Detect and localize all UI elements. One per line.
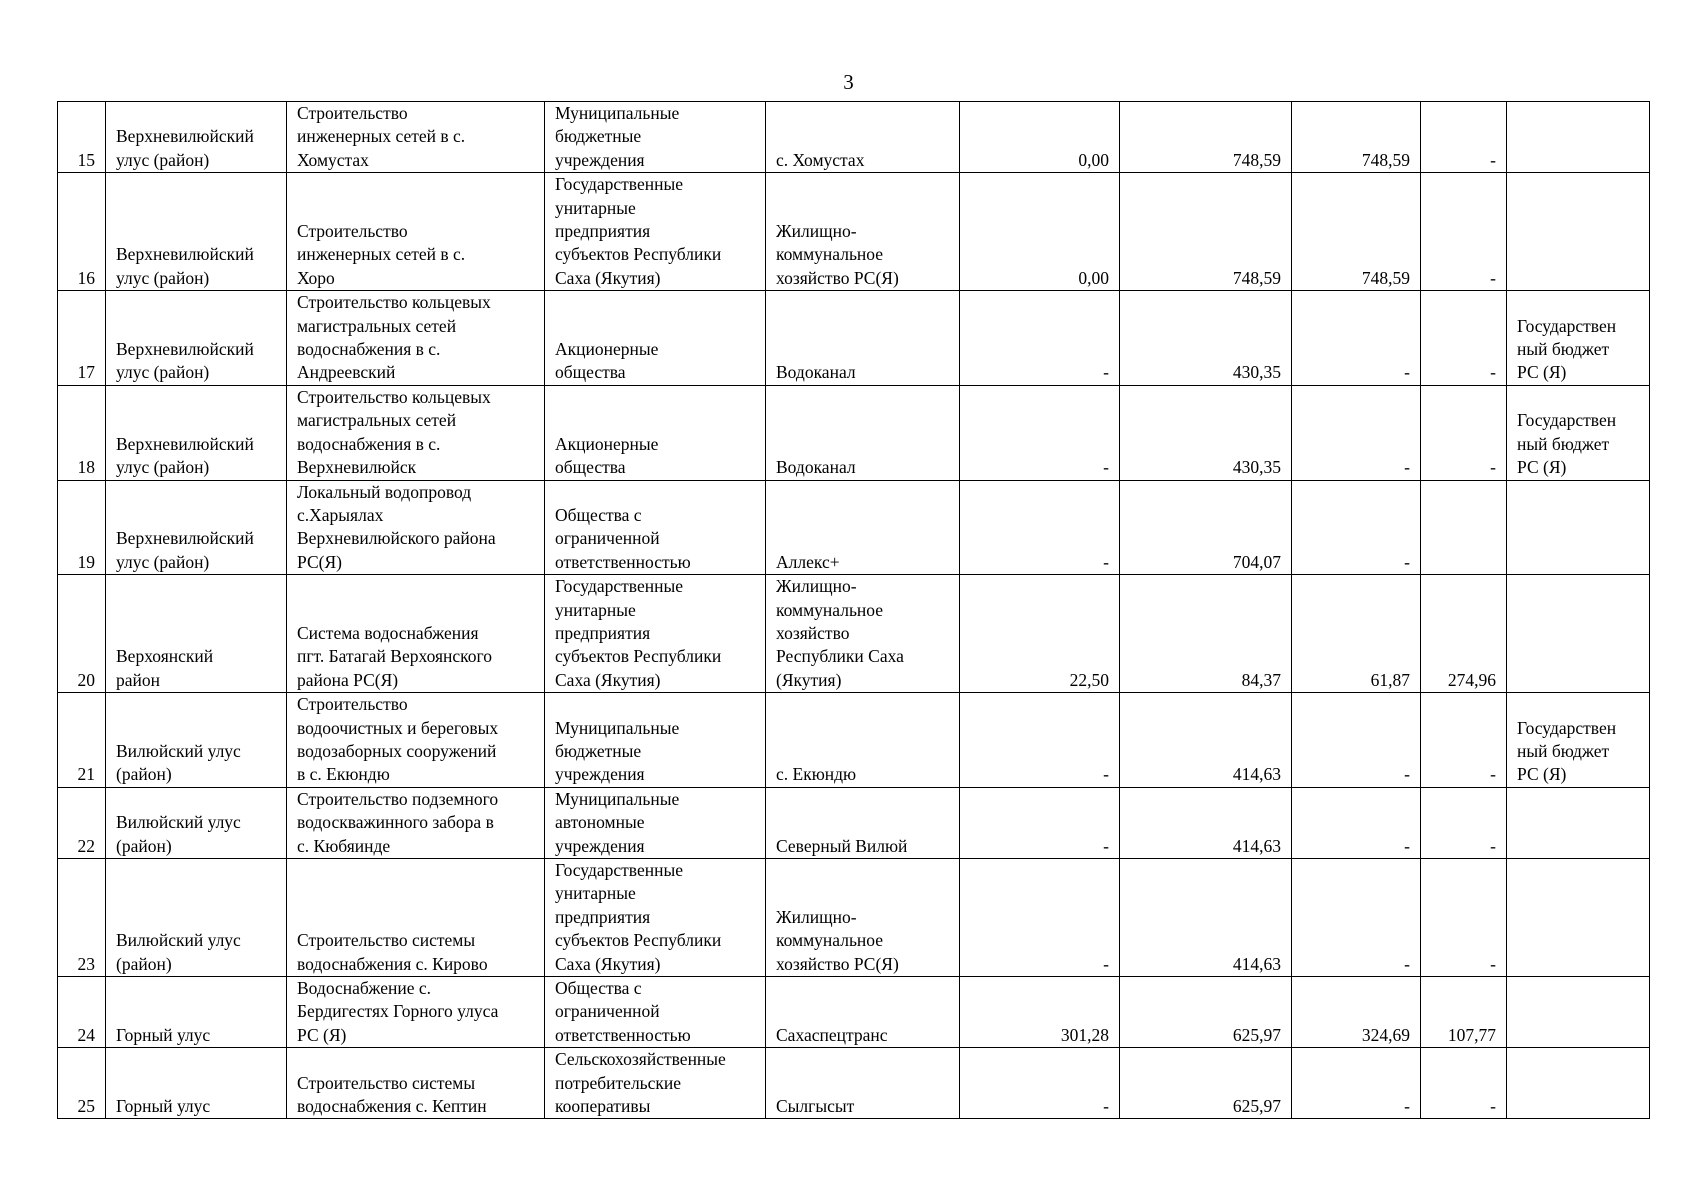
value-1-cell: [960, 480, 1120, 575]
value-1-text: 301,28: [1060, 1024, 1109, 1045]
row-number-text: 18: [77, 457, 95, 478]
project-line: Верхневилюйского района: [297, 528, 496, 549]
district-line: район: [116, 669, 160, 690]
district-cell: [106, 859, 287, 977]
funding-source-cell: [1507, 102, 1650, 173]
project-line: с. Кюбяинде: [297, 835, 391, 856]
value-2-text: 748,59: [1232, 267, 1281, 288]
value-1-cell: [960, 575, 1120, 693]
org-form-line: автономные: [555, 812, 645, 833]
district-line: улус (район): [116, 457, 210, 478]
district-line: Вилюйский улус: [116, 812, 241, 833]
value-2-cell: [1120, 173, 1292, 291]
row-number-cell: [58, 173, 106, 291]
value-2-text: 84,37: [1241, 669, 1281, 690]
table-row: [58, 859, 1650, 977]
org-form-cell: [545, 173, 766, 291]
value-2-cell: [1120, 977, 1292, 1048]
org-form-line: ограниченной: [555, 1001, 660, 1022]
district-line: Верхневилюйский: [116, 433, 254, 454]
value-3-cell: [1292, 173, 1421, 291]
table-row: [58, 480, 1650, 575]
project-cell: [287, 693, 545, 788]
value-4-cell: [1421, 1048, 1507, 1119]
project-line: водоснабжения с. Кептин: [297, 1096, 487, 1117]
project-line: Строительство: [297, 103, 408, 123]
value-1-text: -: [1103, 457, 1109, 478]
funding-source-cell: [1507, 480, 1650, 575]
district-line: улус (район): [116, 267, 210, 288]
project-line: Строительство подземного: [297, 788, 499, 809]
funding-source-line: РС (Я): [1517, 362, 1567, 383]
funding-source-line: РС (Я): [1517, 764, 1567, 785]
organization-line: Северный Вилюй: [776, 835, 908, 856]
org-form-cell: [545, 385, 766, 480]
value-4-text: -: [1490, 267, 1496, 288]
value-4-cell: [1421, 787, 1507, 858]
organization-line: коммунальное: [776, 244, 884, 265]
page-number: 3: [843, 70, 854, 94]
row-number-text: 20: [77, 669, 95, 690]
value-2-cell: [1120, 859, 1292, 977]
value-4-cell: [1421, 575, 1507, 693]
project-line: водоочистных и береговых: [297, 717, 499, 738]
funding-source-cell: [1507, 977, 1650, 1048]
value-3-text: 324,69: [1361, 1024, 1410, 1045]
org-form-line: учреждения: [555, 764, 645, 785]
organization-line: Республики Саха: [776, 646, 904, 667]
project-cell: [287, 977, 545, 1048]
org-form-line: учреждения: [555, 835, 645, 856]
value-2-text: 414,63: [1232, 953, 1281, 974]
value-4-text: -: [1490, 953, 1496, 974]
org-form-cell: [545, 575, 766, 693]
row-number-text: 23: [77, 953, 95, 974]
project-line: водоснабжения с. Кирово: [297, 953, 488, 974]
org-form-cell: [545, 291, 766, 386]
value-2-text: 430,35: [1232, 362, 1281, 383]
district-line: (район): [116, 764, 172, 785]
org-form-line: предприятия: [555, 221, 651, 242]
organization-cell: [766, 787, 960, 858]
org-form-line: Государственные: [555, 860, 683, 880]
district-cell: [106, 977, 287, 1048]
district-line: Верхневилюйский: [116, 126, 254, 147]
value-3-text: -: [1404, 362, 1410, 383]
value-1-cell: [960, 977, 1120, 1048]
project-line: района РС(Я): [297, 669, 399, 690]
org-form-line: Муниципальные: [555, 717, 680, 738]
project-line: РС (Я): [297, 1024, 347, 1045]
project-cell: [287, 102, 545, 173]
organization-cell: [766, 385, 960, 480]
org-form-line: Саха (Якутия): [555, 669, 661, 690]
organization-line: хозяйство РС(Я): [776, 953, 899, 974]
row-number-cell: [58, 575, 106, 693]
org-form-cell: [545, 977, 766, 1048]
value-2-text: 430,35: [1232, 457, 1281, 478]
org-form-line: унитарные: [555, 883, 636, 904]
row-number-cell: [58, 291, 106, 386]
value-1-cell: [960, 385, 1120, 480]
district-line: Верхневилюйский: [116, 339, 254, 360]
project-cell: [287, 575, 545, 693]
value-2-text: 625,97: [1232, 1024, 1281, 1045]
value-3-cell: [1292, 693, 1421, 788]
org-form-line: учреждения: [555, 149, 645, 170]
value-1-cell: [960, 787, 1120, 858]
district-line: Вилюйский улус: [116, 930, 241, 951]
org-form-line: Сельскохозяйственные: [555, 1049, 726, 1070]
funding-source-cell: [1507, 1048, 1650, 1119]
project-cell: [287, 480, 545, 575]
organization-line: хозяйство РС(Я): [776, 267, 899, 288]
org-form-line: Саха (Якутия): [555, 953, 661, 974]
value-2-text: 414,63: [1232, 835, 1281, 856]
value-2-cell: [1120, 693, 1292, 788]
project-line: Строительство: [297, 694, 408, 715]
org-form-line: Государственные: [555, 174, 683, 195]
org-form-cell: [545, 859, 766, 977]
project-line: Верхневилюйск: [297, 457, 417, 478]
project-line: Водоснабжение с.: [297, 978, 432, 999]
project-line: Бердигестях Горного улуса: [297, 1001, 499, 1022]
value-3-text: 748,59: [1361, 267, 1410, 288]
value-4-text: -: [1490, 362, 1496, 383]
district-cell: [106, 102, 287, 173]
district-cell: [106, 787, 287, 858]
table-row: [58, 787, 1650, 858]
value-3-text: -: [1404, 551, 1410, 572]
value-2-cell: [1120, 102, 1292, 173]
value-4-text: -: [1490, 149, 1496, 170]
value-4-cell: [1421, 693, 1507, 788]
organization-cell: [766, 173, 960, 291]
project-line: инженерных сетей в с.: [297, 126, 466, 147]
funding-source-line: ный бюджет: [1517, 740, 1610, 761]
value-3-text: -: [1404, 1096, 1410, 1117]
funding-source-cell: [1507, 859, 1650, 977]
org-form-line: Общества с: [555, 978, 642, 999]
value-1-cell: [960, 173, 1120, 291]
row-number-cell: [58, 693, 106, 788]
value-4-text: -: [1490, 835, 1496, 856]
value-2-text: 625,97: [1232, 1096, 1281, 1117]
row-number-text: 17: [77, 362, 95, 383]
organization-cell: [766, 859, 960, 977]
org-form-line: ограниченной: [555, 528, 660, 549]
org-form-line: кооперативы: [555, 1096, 651, 1117]
value-1-text: -: [1103, 953, 1109, 974]
row-number-text: 22: [77, 835, 95, 856]
org-form-line: субъектов Республики: [555, 646, 722, 667]
value-3-text: -: [1404, 457, 1410, 478]
value-1-cell: [960, 1048, 1120, 1119]
value-2-text: 414,63: [1232, 764, 1281, 785]
table-row: [58, 291, 1650, 386]
value-3-cell: [1292, 575, 1421, 693]
organization-line: Сылгысыт: [776, 1096, 855, 1117]
project-line: Строительство кольцевых: [297, 292, 491, 313]
funding-source-line: ный бюджет: [1517, 339, 1610, 360]
district-line: Горный улус: [116, 1024, 211, 1045]
organization-line: (Якутия): [776, 669, 842, 690]
table-row: [58, 575, 1650, 693]
project-line: водоснабжения в с.: [297, 433, 441, 454]
row-number-cell: [58, 102, 106, 173]
project-line: Строительство системы: [297, 930, 476, 951]
value-2-cell: [1120, 575, 1292, 693]
value-1-cell: [960, 102, 1120, 173]
project-line: Хоро: [297, 267, 335, 288]
org-form-line: Саха (Якутия): [555, 267, 661, 288]
row-number-text: 25: [77, 1096, 95, 1117]
value-4-cell: [1421, 977, 1507, 1048]
row-number-text: 19: [77, 551, 95, 572]
district-line: улус (район): [116, 149, 210, 170]
district-line: улус (район): [116, 551, 210, 572]
district-line: Верхоянский: [116, 646, 214, 667]
project-line: водозаборных сооружений: [297, 740, 497, 761]
project-line: пгт. Батагай Верхоянского: [297, 646, 493, 667]
org-form-line: потребительские: [555, 1072, 682, 1093]
org-form-line: предприятия: [555, 622, 651, 643]
organization-line: с. Хомустах: [776, 149, 865, 170]
org-form-line: бюджетные: [555, 740, 642, 761]
district-cell: [106, 693, 287, 788]
value-3-text: -: [1404, 953, 1410, 974]
project-line: РС(Я): [297, 551, 342, 572]
value-1-text: 0,00: [1078, 149, 1109, 170]
value-1-text: -: [1103, 764, 1109, 785]
project-line: Хомустах: [297, 149, 369, 170]
district-line: Вилюйский улус: [116, 740, 241, 761]
district-cell: [106, 173, 287, 291]
row-number-cell: [58, 1048, 106, 1119]
funding-source-cell: [1507, 787, 1650, 858]
value-2-cell: [1120, 291, 1292, 386]
value-1-text: 22,50: [1069, 669, 1109, 690]
value-3-cell: [1292, 291, 1421, 386]
org-form-line: субъектов Республики: [555, 244, 722, 265]
value-2-cell: [1120, 480, 1292, 575]
organization-line: Жилищно-: [776, 221, 857, 242]
project-line: Система водоснабжения: [297, 622, 479, 643]
project-line: Локальный водопровод: [297, 481, 472, 502]
district-line: Горный улус: [116, 1096, 211, 1117]
projects-table: [57, 101, 1650, 1119]
organization-line: Водоканал: [776, 362, 856, 383]
organization-line: коммунальное: [776, 599, 884, 620]
organization-line: Водоканал: [776, 457, 856, 478]
project-line: Строительство: [297, 221, 408, 242]
value-3-text: -: [1404, 835, 1410, 856]
project-cell: [287, 1048, 545, 1119]
project-cell: [287, 291, 545, 386]
org-form-cell: [545, 787, 766, 858]
project-line: водоскважинного забора в: [297, 812, 494, 833]
value-1-cell: [960, 693, 1120, 788]
org-form-line: Акционерные: [555, 339, 659, 360]
value-1-cell: [960, 291, 1120, 386]
org-form-line: бюджетные: [555, 126, 642, 147]
value-4-cell: [1421, 291, 1507, 386]
district-cell: [106, 291, 287, 386]
org-form-cell: [545, 102, 766, 173]
table-row: [58, 173, 1650, 291]
value-2-cell: [1120, 787, 1292, 858]
org-form-line: унитарные: [555, 197, 636, 218]
funding-source-cell: [1507, 693, 1650, 788]
org-form-line: общества: [555, 457, 626, 478]
org-form-line: общества: [555, 362, 626, 383]
district-cell: [106, 480, 287, 575]
value-4-cell: [1421, 385, 1507, 480]
org-form-cell: [545, 1048, 766, 1119]
org-form-cell: [545, 480, 766, 575]
project-line: водоснабжения в с.: [297, 339, 441, 360]
funding-source-line: Государствен: [1517, 410, 1617, 431]
table-row: [58, 102, 1650, 173]
district-line: улус (район): [116, 362, 210, 383]
organization-cell: [766, 480, 960, 575]
value-3-cell: [1292, 787, 1421, 858]
organization-line: с. Екюндю: [776, 764, 857, 785]
funding-source-cell: [1507, 173, 1650, 291]
organization-cell: [766, 575, 960, 693]
value-3-text: 61,87: [1370, 669, 1410, 690]
value-3-text: 748,59: [1361, 149, 1410, 170]
org-form-line: Общества с: [555, 504, 642, 525]
value-4-cell: [1421, 173, 1507, 291]
value-4-text: 107,77: [1447, 1024, 1496, 1045]
organization-line: хозяйство: [776, 622, 850, 643]
table-body: [58, 102, 1650, 1119]
district-cell: [106, 385, 287, 480]
value-1-text: -: [1103, 835, 1109, 856]
org-form-line: предприятия: [555, 906, 651, 927]
row-number-cell: [58, 977, 106, 1048]
project-line: с.Харыялах: [297, 504, 384, 525]
organization-cell: [766, 291, 960, 386]
row-number-text: 21: [77, 764, 95, 785]
value-4-cell: [1421, 102, 1507, 173]
funding-source-line: Государствен: [1517, 315, 1617, 336]
org-form-line: Акционерные: [555, 433, 659, 454]
project-line: Строительство системы: [297, 1072, 476, 1093]
row-number-cell: [58, 385, 106, 480]
value-4-cell: [1421, 480, 1507, 575]
value-1-text: 0,00: [1078, 267, 1109, 288]
project-cell: [287, 787, 545, 858]
project-cell: [287, 173, 545, 291]
value-1-text: -: [1103, 1096, 1109, 1117]
district-cell: [106, 1048, 287, 1119]
project-line: Строительство кольцевых: [297, 386, 491, 407]
funding-source-cell: [1507, 291, 1650, 386]
value-4-text: -: [1490, 457, 1496, 478]
value-1-text: -: [1103, 362, 1109, 383]
project-cell: [287, 859, 545, 977]
row-number-cell: [58, 859, 106, 977]
org-form-cell: [545, 693, 766, 788]
table-row: [58, 977, 1650, 1048]
funding-source-line: ный бюджет: [1517, 433, 1610, 454]
org-form-line: ответственностью: [555, 1024, 691, 1045]
project-line: Андреевский: [297, 362, 396, 383]
value-2-text: 748,59: [1232, 149, 1281, 170]
row-number-text: 24: [77, 1024, 95, 1045]
organization-cell: [766, 977, 960, 1048]
table-row: [58, 385, 1650, 480]
funding-source-line: РС (Я): [1517, 457, 1567, 478]
value-3-cell: [1292, 1048, 1421, 1119]
value-2-text: 704,07: [1232, 551, 1281, 572]
value-3-cell: [1292, 480, 1421, 575]
value-4-text: 274,96: [1447, 669, 1496, 690]
project-cell: [287, 385, 545, 480]
value-3-text: -: [1404, 764, 1410, 785]
row-number-text: 16: [77, 267, 95, 288]
value-4-text: -: [1490, 1096, 1496, 1117]
organization-cell: [766, 1048, 960, 1119]
row-number-text: 15: [77, 149, 95, 170]
project-line: в с. Екюндю: [297, 764, 390, 785]
org-form-line: Муниципальные: [555, 788, 680, 809]
value-1-cell: [960, 859, 1120, 977]
value-2-cell: [1120, 1048, 1292, 1119]
district-line: Верхневилюйский: [116, 244, 254, 265]
value-2-cell: [1120, 385, 1292, 480]
funding-source-cell: [1507, 385, 1650, 480]
organization-line: Аллекс+: [776, 551, 840, 572]
table-row: [58, 693, 1650, 788]
project-line: магистральных сетей: [297, 410, 457, 431]
value-1-text: -: [1103, 551, 1109, 572]
district-line: (район): [116, 835, 172, 856]
value-4-cell: [1421, 859, 1507, 977]
value-3-cell: [1292, 102, 1421, 173]
project-line: магистральных сетей: [297, 315, 457, 336]
organization-cell: [766, 693, 960, 788]
value-3-cell: [1292, 385, 1421, 480]
table-row: [58, 1048, 1650, 1119]
value-4-text: -: [1490, 764, 1496, 785]
org-form-line: ответственностью: [555, 551, 691, 572]
organization-line: Жилищно-: [776, 906, 857, 927]
district-line: Верхневилюйский: [116, 528, 254, 549]
district-cell: [106, 575, 287, 693]
organization-cell: [766, 102, 960, 173]
org-form-line: Государственные: [555, 576, 683, 597]
funding-source-line: Государствен: [1517, 717, 1617, 738]
district-line: (район): [116, 953, 172, 974]
row-number-cell: [58, 480, 106, 575]
funding-source-cell: [1507, 575, 1650, 693]
value-3-cell: [1292, 859, 1421, 977]
organization-line: Жилищно-: [776, 576, 857, 597]
organization-line: Сахаспецтранс: [776, 1024, 888, 1045]
organization-line: коммунальное: [776, 930, 884, 951]
row-number-cell: [58, 787, 106, 858]
value-3-cell: [1292, 977, 1421, 1048]
org-form-line: унитарные: [555, 599, 636, 620]
project-line: инженерных сетей в с.: [297, 244, 466, 265]
org-form-line: субъектов Республики: [555, 930, 722, 951]
org-form-line: Муниципальные: [555, 103, 680, 123]
